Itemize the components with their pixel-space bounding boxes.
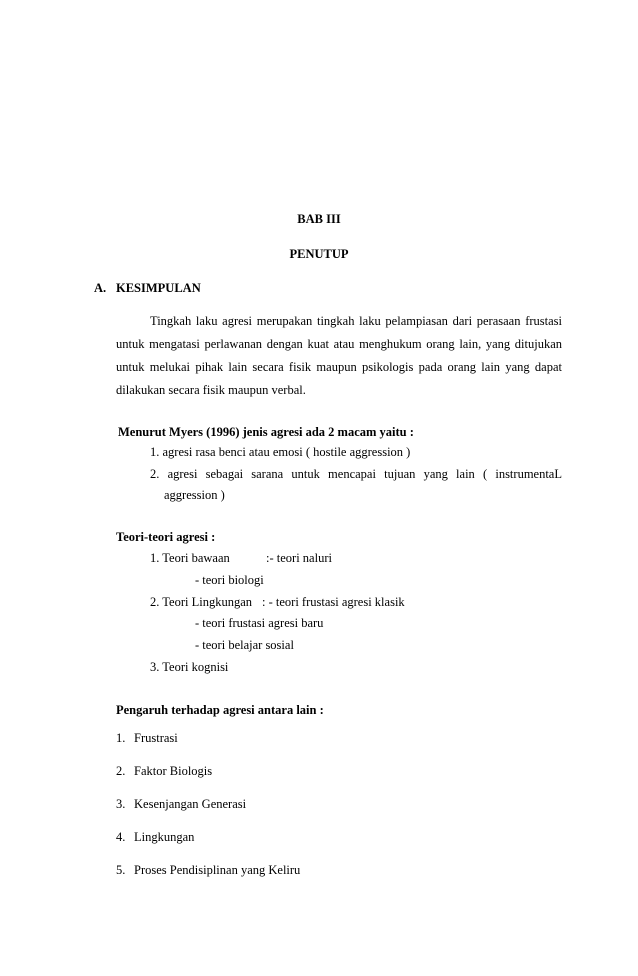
myers-heading: Menurut Myers (1996) jenis agresi ada 2 macam yaitu : xyxy=(118,425,414,439)
pengaruh-item-number: 2. xyxy=(116,764,126,778)
paragraph-line: dilakukan secara fisik maupun verbal. xyxy=(116,383,306,397)
teori-item-1-label: 1. Teori bawaan xyxy=(150,551,230,565)
pengaruh-item-text: Lingkungan xyxy=(134,830,195,844)
teori-item-1-sub: - teori biologi xyxy=(195,573,264,587)
myers-item-1: 1. agresi rasa benci atau emosi ( hostile aggression ) xyxy=(150,445,411,459)
teori-item-1-detail: :- teori naluri xyxy=(266,551,332,565)
teori-item-3-label: 3. Teori kognisi xyxy=(150,660,229,674)
pengaruh-item-number: 4. xyxy=(116,830,126,844)
paragraph-line: Tingkah laku agresi merupakan tingkah laku pelampiasan dari perasaan frustasi xyxy=(150,314,562,328)
pengaruh-item-number: 3. xyxy=(116,797,126,811)
teori-item-2-sub-2: - teori belajar sosial xyxy=(195,638,294,652)
chapter-number: BAB III xyxy=(297,212,341,226)
teori-item-2-label: 2. Teori Lingkungan xyxy=(150,595,253,609)
pengaruh-item-number: 5. xyxy=(116,863,126,877)
pengaruh-item-text: Proses Pendisiplinan yang Keliru xyxy=(134,863,301,877)
teori-item-2-detail: : - teori frustasi agresi klasik xyxy=(262,595,405,609)
pengaruh-heading: Pengaruh terhadap agresi antara lain : xyxy=(116,703,324,717)
pengaruh-item-text: Frustrasi xyxy=(134,731,178,745)
teori-heading: Teori-teori agresi : xyxy=(116,530,216,544)
myers-item-2: 2. agresi sebagai sarana untuk mencapai tujuan yang lain ( instrumentaL xyxy=(150,467,562,481)
chapter-title: PENUTUP xyxy=(289,247,349,261)
pengaruh-item-text: Faktor Biologis xyxy=(134,764,213,778)
pengaruh-item-text: Kesenjangan Generasi xyxy=(134,797,247,811)
pengaruh-item-number: 1. xyxy=(116,731,126,745)
myers-item-2-continued: aggression ) xyxy=(164,488,225,502)
paragraph-line: untuk melukai pihak lain secara fisik maupun psikologis pada orang lain yang dapat xyxy=(116,360,562,374)
section-title: KESIMPULAN xyxy=(116,281,201,295)
section-label: A. xyxy=(94,281,107,295)
teori-item-2-sub-1: - teori frustasi agresi baru xyxy=(195,616,324,630)
paragraph-line: untuk mengatasi perlawanan dengan kuat atau menghukum orang lain, yang ditujukan xyxy=(116,337,562,351)
